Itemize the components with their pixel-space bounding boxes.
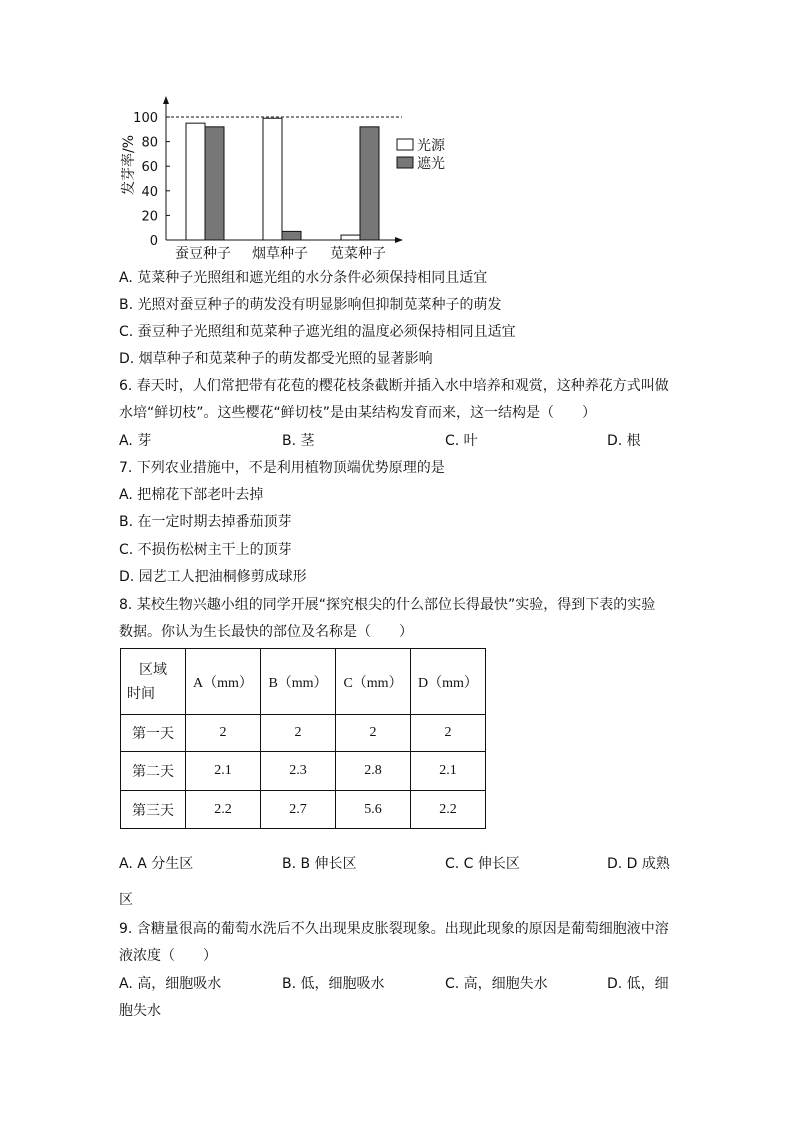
q8-stem-line2: 数据。你认为生长最快的部位及名称是（ ） <box>119 624 413 640</box>
q9-option-d-wrap: 胞失水 <box>119 1003 161 1019</box>
table-cell: 2 <box>411 715 486 752</box>
q9-option-a: A. 高，细胞吸水 <box>119 976 222 992</box>
x-category-label: 烟草种子 <box>252 246 308 262</box>
q5-option-d: D. 烟草种子和苋菜种子的萌发都受光照的显著影响 <box>119 351 433 367</box>
bar-dark <box>205 127 224 240</box>
table-row <box>121 791 486 829</box>
table-cell: 2.1 <box>411 752 486 791</box>
q9-option-b: B. 低，细胞吸水 <box>282 976 385 992</box>
q9-stem-line1: 9. 含糖量很高的葡萄水洗后不久出现果皮胀裂现象。出现此现象的原因是葡萄细胞液中溶 <box>119 921 669 937</box>
table-cell: 2 <box>186 715 261 752</box>
bar-light <box>186 123 205 240</box>
corner-top-label: 区域 <box>139 661 167 678</box>
q8-option-d: D. D 成熟 <box>607 856 670 872</box>
y-tick-label: 80 <box>141 135 158 151</box>
bar-light <box>341 235 360 240</box>
germination-bar-chart <box>0 0 794 270</box>
q6-stem-line1: 6. 春天时，人们常把带有花苞的樱花枝条截断并插入水中培养和观赏，这种养花方式叫做 <box>119 378 669 394</box>
q9-option-c: C. 高，细胞失水 <box>445 976 548 992</box>
y-tick-label: 20 <box>141 209 158 225</box>
y-tick-label: 60 <box>141 160 158 176</box>
q7-stem: 7. 下列农业措施中，不是利用植物顶端优势原理的是 <box>119 460 445 476</box>
bar-dark <box>282 231 301 240</box>
table-row <box>121 715 486 752</box>
table-cell: 5.6 <box>336 791 411 829</box>
x-category-label: 苋菜种子 <box>330 246 386 262</box>
y-tick-label: 40 <box>141 184 158 200</box>
y-axis-label: 发芽率/% <box>121 134 137 196</box>
table-cell: 2.7 <box>261 791 336 829</box>
root-growth-table <box>120 648 486 829</box>
legend-swatch <box>397 157 413 168</box>
q8-stem-line1: 8. 某校生物兴趣小组的同学开展“探究根尖的什么部位长得最快”实验，得到下表的实验 <box>119 597 656 613</box>
x-axis-arrow <box>395 237 403 243</box>
x-category-label: 蚕豆种子 <box>175 246 231 262</box>
table-header-c: C（mm） <box>336 649 411 715</box>
y-tick-label: 0 <box>149 234 158 249</box>
row-label: 第二天 <box>121 752 186 791</box>
q6-option-c: C. 叶 <box>445 433 478 449</box>
corner-bottom-label: 时间 <box>127 685 155 702</box>
table-corner-cell <box>121 649 186 715</box>
table-cell: 2.3 <box>261 752 336 791</box>
table-cell: 2.8 <box>336 752 411 791</box>
q6-option-a: A. 芽 <box>119 433 152 449</box>
q5-option-b: B. 光照对蚕豆种子的萌发没有明显影响但抑制苋菜种子的萌发 <box>119 297 502 313</box>
q7-option-a: A. 把棉花下部老叶去掉 <box>119 487 264 503</box>
row-label: 第三天 <box>121 791 186 829</box>
q7-option-d: D. 园艺工人把油桐修剪成球形 <box>119 569 307 585</box>
legend-swatch <box>397 139 413 150</box>
table-header-a: A（mm） <box>186 649 261 715</box>
q9-option-d: D. 低，细 <box>607 976 669 992</box>
q5-option-c: C. 蚕豆种子光照组和苋菜种子遮光组的温度必须保持相同且适宜 <box>119 324 516 340</box>
q7-option-c: C. 不损伤松树主干上的顶芽 <box>119 542 292 558</box>
q8-option-b: B. B 伸长区 <box>282 856 357 872</box>
bar-light <box>263 118 282 240</box>
table-row <box>121 752 486 791</box>
table-cell: 2.1 <box>186 752 261 791</box>
table-header-d: D（mm） <box>411 649 486 715</box>
table-header-b: B（mm） <box>261 649 336 715</box>
q8-option-d-wrap: 区 <box>119 892 133 908</box>
q6-option-d: D. 根 <box>607 433 641 449</box>
table-cell: 2.2 <box>186 791 261 829</box>
q5-option-a: A. 苋菜种子光照组和遮光组的水分条件必须保持相同且适宜 <box>119 270 488 286</box>
q8-option-c: C. C 伸长区 <box>445 856 520 872</box>
y-tick-label: 100 <box>133 111 158 126</box>
q8-option-a: A. A 分生区 <box>119 856 194 872</box>
y-axis-arrow <box>163 96 169 104</box>
table-cell: 2 <box>336 715 411 752</box>
q6-stem-line2: 水培“鲜切枝”。这些樱花“鲜切枝”是由某结构发育而来，这一结构是（ ） <box>119 405 597 421</box>
legend-label: 遮光 <box>417 156 445 172</box>
q6-option-b: B. 茎 <box>282 433 315 449</box>
row-label: 第一天 <box>121 715 186 752</box>
bar-dark <box>360 127 379 240</box>
q9-stem-line2: 液浓度（ ） <box>119 948 217 964</box>
table-cell: 2 <box>261 715 336 752</box>
legend-label: 光源 <box>417 138 445 154</box>
table-cell: 2.2 <box>411 791 486 829</box>
q7-option-b: B. 在一定时期去掉番茄顶芽 <box>119 514 292 530</box>
